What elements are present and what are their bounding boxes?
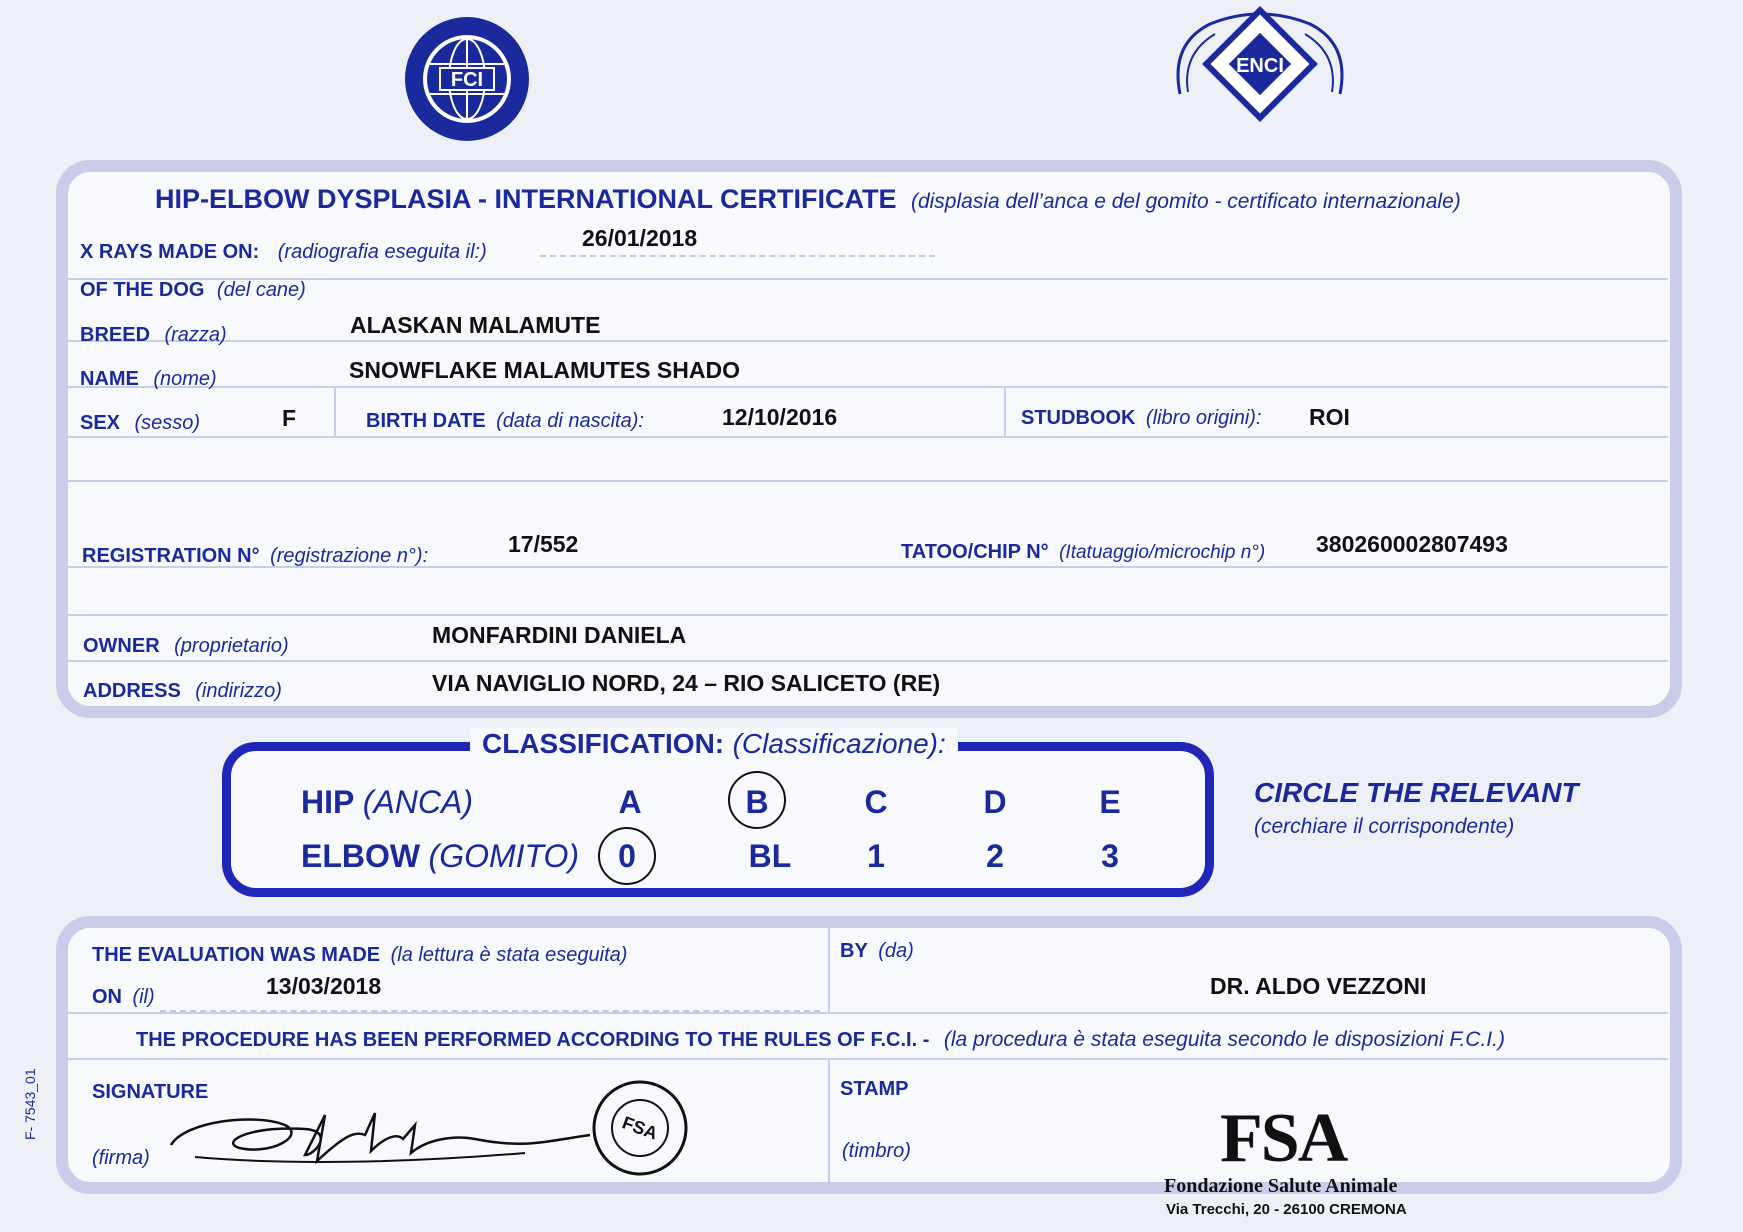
- owner-label: OWNER: [83, 635, 160, 657]
- on-label: ON: [92, 986, 122, 1008]
- classification-title-it: (Classificazione):: [732, 728, 946, 759]
- birth-value: 12/10/2016: [722, 404, 838, 430]
- procedure-row: [136, 1028, 1505, 1052]
- evaluation-row: [92, 944, 627, 967]
- breed-label-it: (razza): [164, 324, 227, 346]
- sex-row: [80, 412, 200, 435]
- hip-label-en: HIP: [301, 784, 355, 820]
- signature-label-it: (firma): [92, 1147, 150, 1169]
- dog-label: OF THE DOG: [80, 279, 205, 301]
- studbook-label: STUDBOOK: [1021, 407, 1136, 429]
- circle-note: CIRCLE THE RELEVANT: [1254, 777, 1579, 808]
- evaluator-name: DR. ALDO VEZZONI: [1210, 973, 1427, 999]
- elbow-grade-0: 0: [618, 838, 636, 874]
- chip-value: 380260002807493: [1316, 531, 1508, 557]
- enci-logo-text: ENCI: [1236, 55, 1284, 77]
- xray-date: 26/01/2018: [582, 225, 698, 251]
- stamp-label: STAMP: [840, 1078, 909, 1100]
- elbow-label: [301, 838, 579, 875]
- procedure-text-it: (la procedura è stata eseguita secondo le disposizioni F.C.I.): [943, 1028, 1505, 1051]
- elbow-grade-1: 1: [867, 838, 885, 874]
- registration-label: REGISTRATION N°: [82, 545, 260, 567]
- sex-value: F: [282, 405, 297, 431]
- hip-grade-b: B: [745, 784, 769, 820]
- hip-grade-a: A: [618, 784, 642, 820]
- elbow-label-en: ELBOW: [301, 838, 421, 874]
- birth-label-it: (data di nascita):: [496, 410, 644, 432]
- elbow-grade-2: 2: [986, 838, 1004, 874]
- title-it: (displasia dell’anca e del gomito - certificato internazionale): [910, 190, 1461, 213]
- fsa-seal-text: FSA: [619, 1112, 661, 1144]
- classification-title: [470, 728, 958, 760]
- studbook-label-it: (libro origini):: [1145, 407, 1262, 429]
- name-value: SNOWFLAKE MALAMUTES SHADO: [349, 357, 740, 383]
- title-en: HIP-ELBOW DYSPLASIA - INTERNATIONAL CERTIFICATE: [155, 184, 897, 214]
- by-label-it: (da): [878, 940, 914, 962]
- hip-grade-e: E: [1099, 784, 1121, 820]
- xray-label-it: (radiografia eseguita il:): [277, 241, 487, 263]
- sex-label-it: (sesso): [134, 412, 201, 434]
- chip-label: TATOO/CHIP N°: [901, 541, 1049, 563]
- certificate-title: [155, 184, 1461, 215]
- breed-value: ALASKAN MALAMUTE: [350, 312, 601, 338]
- on-label-it: (il): [132, 986, 155, 1008]
- fsa-stamp-address: Via Trecchi, 20 - 26100 CREMONA: [1166, 1201, 1407, 1218]
- fsa-stamp-name: Fondazione Salute Animale: [1164, 1175, 1398, 1197]
- xray-label: X RAYS MADE ON:: [80, 241, 260, 263]
- stamp-label-it: (timbro): [842, 1140, 911, 1162]
- by-label: BY: [840, 940, 868, 962]
- chip-row: [901, 541, 1265, 564]
- address-row: [83, 680, 282, 703]
- studbook-row: [1021, 407, 1262, 430]
- address-label-it: (indirizzo): [195, 680, 282, 702]
- owner-value: MONFARDINI DANIELA: [432, 622, 687, 648]
- registration-label-it: (registrazione n°):: [270, 545, 429, 567]
- registration-value: 17/552: [508, 531, 579, 557]
- fsa-seal: [590, 1078, 690, 1178]
- birth-label: BIRTH DATE: [366, 410, 486, 432]
- owner-row: [83, 635, 289, 658]
- form-code: F- 7543_01: [22, 1068, 38, 1140]
- fsa-stamp-logo: FSA: [1220, 1100, 1347, 1177]
- evaluation-label-it: (la lettura è stata eseguita): [390, 944, 628, 966]
- name-label: NAME: [80, 368, 139, 390]
- hip-label-it: (ANCA): [362, 784, 474, 820]
- name-label-it: (nome): [153, 368, 217, 390]
- on-row: [92, 986, 155, 1009]
- hip-grade-c: C: [864, 784, 888, 820]
- hip-grade-d: D: [983, 784, 1007, 820]
- enci-logo: [1160, 4, 1360, 144]
- breed-row: [80, 324, 227, 347]
- dog-label-it: (del cane): [216, 279, 306, 301]
- xray-row: [80, 241, 487, 264]
- studbook-value: ROI: [1309, 404, 1350, 430]
- elbow-grade-bl: BL: [748, 838, 792, 874]
- evaluation-date: 13/03/2018: [266, 973, 382, 999]
- elbow-label-it: (GOMITO): [428, 838, 580, 874]
- address-value: VIA NAVIGLIO NORD, 24 – RIO SALICETO (RE): [432, 670, 941, 696]
- elbow-grade-3: 3: [1101, 838, 1119, 874]
- signature-label: SIGNATURE: [92, 1081, 209, 1103]
- by-row: [840, 940, 914, 963]
- name-row: [80, 368, 217, 391]
- owner-label-it: (proprietario): [174, 635, 289, 657]
- classification-title-en: CLASSIFICATION:: [482, 728, 725, 759]
- evaluation-label: THE EVALUATION WAS MADE: [92, 944, 381, 966]
- registration-row: [82, 545, 428, 568]
- address-label: ADDRESS: [83, 680, 181, 702]
- handwritten-signature: [165, 1095, 595, 1175]
- birth-row: [366, 410, 644, 433]
- circle-note-it: (cerchiare il corrispondente): [1254, 815, 1515, 838]
- procedure-text: THE PROCEDURE HAS BEEN PERFORMED ACCORDING TO THE RULES OF F.C.I. -: [136, 1029, 930, 1051]
- hip-label: [301, 784, 473, 821]
- dog-row: [80, 279, 306, 302]
- breed-label: BREED: [80, 324, 151, 346]
- fci-logo: [402, 14, 532, 144]
- sex-label: SEX: [80, 412, 121, 434]
- fci-logo-text: FCI: [450, 69, 484, 91]
- chip-label-it: (Itatuaggio/microchip n°): [1059, 542, 1266, 563]
